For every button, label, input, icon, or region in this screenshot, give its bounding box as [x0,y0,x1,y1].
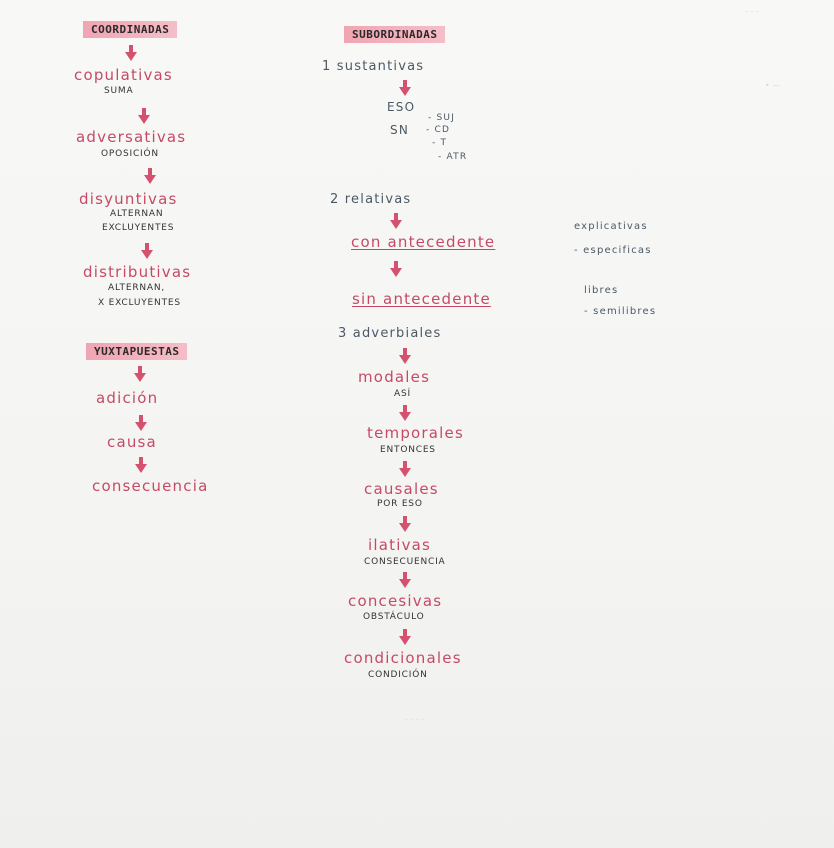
bleed-through-mark: ‑ ‑ ‑ ‑ [405,715,425,724]
causales-label: causales [364,480,439,498]
ilativas-note: CONSECUENCIA [364,557,446,567]
arrow-down-icon [398,404,412,422]
libres-label: libres [584,285,619,296]
consecuencia-label: consecuencia [92,477,209,495]
sin-antecedente-label: sin antecedente [352,290,491,308]
temporales-label: temporales [367,424,464,442]
sn-role-cd: - CD [426,125,451,135]
sn-role-suj: - SUJ [428,113,456,123]
modales-label: modales [358,368,431,386]
disyuntivas-note-1: ALTERNAN [110,209,164,219]
concesivas-label: concesivas [348,592,443,610]
causa-label: causa [107,433,157,451]
copulativas-label: copulativas [74,66,173,84]
distributivas-label: distributivas [83,263,192,281]
ilativas-label: ilativas [368,536,432,554]
sn-role-t: - T [432,138,448,148]
disyuntivas-label: disyuntivas [79,190,178,208]
modales-note: ASÍ [394,389,411,399]
arrow-down-icon [398,628,412,646]
arrow-down-icon [389,260,403,278]
arrow-down-icon [398,571,412,589]
con-antecedente-label: con antecedente [351,233,496,251]
bleed-through-mark: ‑ ‑ ‑ [745,7,759,16]
temporales-note: ENTONCES [380,445,436,455]
arrow-down-icon [133,365,147,383]
sustantivas-label: 1 sustantivas [322,59,425,74]
sn-label: SN [390,123,409,137]
disyuntivas-note-2: EXCLUYENTES [102,223,175,233]
causales-note: POR ESO [377,499,423,509]
arrow-down-icon [134,456,148,474]
arrow-down-icon [398,347,412,365]
concesivas-note: OBSTÁCULO [363,612,425,622]
coordinadas-heading: COORDINADAS [83,21,177,38]
yuxtapuestas-heading: YUXTAPUESTAS [86,343,187,360]
arrow-down-icon [398,460,412,478]
arrow-down-icon [398,515,412,533]
subordinadas-heading: SUBORDINADAS [344,26,445,43]
arrow-down-icon [140,242,154,260]
adversativas-note: OPOSICIÓN [101,149,159,159]
explicativas-label: explicativas [574,221,648,232]
arrow-down-icon [124,44,138,62]
copulativas-note: SUMA [104,86,134,96]
condicionales-label: condicionales [344,649,462,667]
adversativas-label: adversativas [76,128,187,146]
condicionales-note: CONDICIÓN [368,670,428,680]
arrow-down-icon [137,107,151,125]
sn-role-atr: - ATR [438,152,468,162]
adicion-label: adición [96,389,159,407]
arrow-down-icon [398,79,412,97]
relativas-label: 2 relativas [330,192,412,207]
distributivas-note-2: X EXCLUYENTES [98,298,181,308]
distributivas-note-1: ALTERNAN, [108,283,166,293]
arrow-down-icon [134,414,148,432]
arrow-down-icon [143,167,157,185]
semilibres-label: - semilibres [584,306,657,317]
eso-label: ESO [387,100,416,114]
bleed-through-mark: • — [765,81,781,90]
adverbiales-label: 3 adverbiales [338,326,442,341]
especificas-label: - especificas [574,245,652,256]
arrow-down-icon [389,212,403,230]
